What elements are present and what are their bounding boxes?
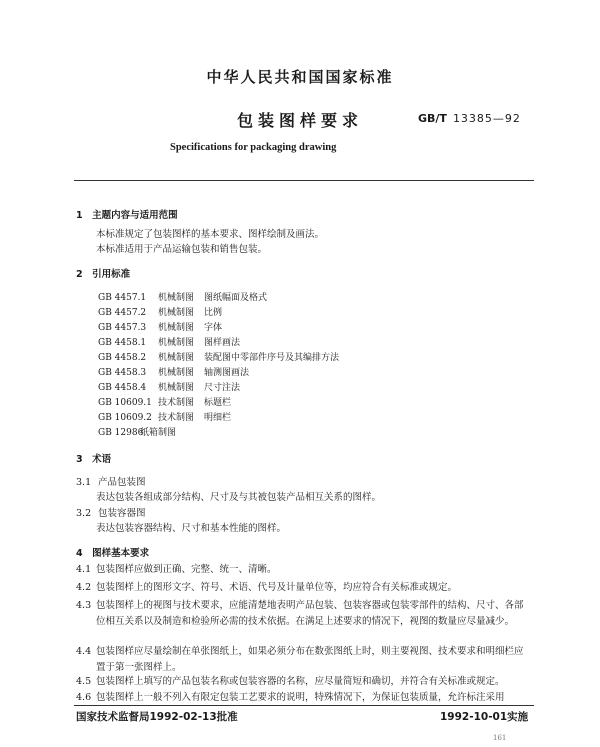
effective-date: 1992-10-01实施: [440, 711, 529, 723]
term-definition: 表达包装各组成部分结构、尺寸及与其被包装产品相互关系的图样。: [96, 492, 382, 503]
requirement-item: 4.6 包装图样上一般不列入有限定包装工艺要求的说明，特殊情况下，为保证包装质量，允许标注采用: [76, 692, 505, 703]
issuing-body: 中华人民共和国国家标准: [206, 68, 394, 86]
english-title: Specifications for packaging drawing: [170, 142, 337, 153]
reference-item: GB 4457.3 机械制图 字体: [98, 323, 223, 333]
reference-item: GB 4458.1 机械制图 图样画法: [98, 338, 241, 348]
reference-item: GB 4457.1 机械制图 图纸幅面及格式: [98, 293, 268, 303]
term-item: 3.1 产品包装图: [76, 477, 146, 488]
term-definition: 表达包装容器结构、尺寸和基本性能的图样。: [96, 523, 287, 534]
section-3-heading: 3 术语: [76, 454, 112, 465]
reference-item: GB 12986纸箱制图: [98, 428, 177, 438]
section-1-para: 本标准规定了包装图样的基本要求、图样绘制及画法。: [96, 229, 325, 240]
standard-number: [418, 112, 521, 125]
document-title: 包装图样要求: [236, 111, 363, 130]
reference-item: GB 4458.2 机械制图 装配图中零部件序号及其编排方法: [98, 353, 340, 363]
reference-item: GB 4458.3 机械制图 轴测图画法: [98, 368, 250, 378]
standard-prefix: GB/T: [418, 112, 447, 125]
requirement-item: 4.4 包装图样应尽量绘制在单张图纸上，如果必须分布在数张图纸上时，则主要视图、技术要求和明细栏应置于第一张图样上。: [76, 646, 524, 673]
reference-item: GB 4457.2 机械制图 比例: [98, 308, 223, 318]
requirement-item: 4.2 包装图样上的图形文字、符号、术语、代号及计量单位等，均应符合有关标准或规定。: [76, 582, 458, 593]
page-number: 161: [493, 734, 507, 742]
section-4-heading: 4 图样基本要求: [76, 548, 150, 559]
standard-code: 13385—92: [452, 112, 521, 125]
reference-item: GB 10609.2 技术制图 明细栏: [98, 413, 232, 423]
section-1-heading: 1 主题内容与适用范围: [76, 210, 178, 221]
requirement-item: 4.3 包装图样上的视图与技术要求，应能清楚地表明产品包装、包装容器或包装零部件的结构、尺寸、各部位相互关系以及制造和检验所必需的技术依据。在满足上述要求的情况下，视图的数量应尽量减少。: [76, 600, 524, 627]
reference-item: GB 4458.4 机械制图 尺寸注法: [98, 383, 241, 393]
section-2-heading: 2 引用标准: [76, 269, 131, 280]
requirement-item: 4.5 包装图样上填写的产品包装名称或包装容器的名称，应尽量简短和确切，并符合有关标准或规定。: [76, 676, 505, 687]
header-divider: [74, 180, 534, 181]
reference-item: GB 10609.1 技术制图 标题栏: [98, 398, 232, 408]
term-item: 3.2 包装容器图: [76, 508, 146, 519]
requirement-item: 4.1 包装图样应做到正确、完整、统一、清晰。: [76, 564, 277, 575]
section-1-para: 本标准适用于产品运输包装和销售包装。: [96, 244, 268, 255]
approval-date: 国家技术监督局1992-02-13批准: [76, 711, 238, 723]
footer-divider: [74, 705, 534, 706]
